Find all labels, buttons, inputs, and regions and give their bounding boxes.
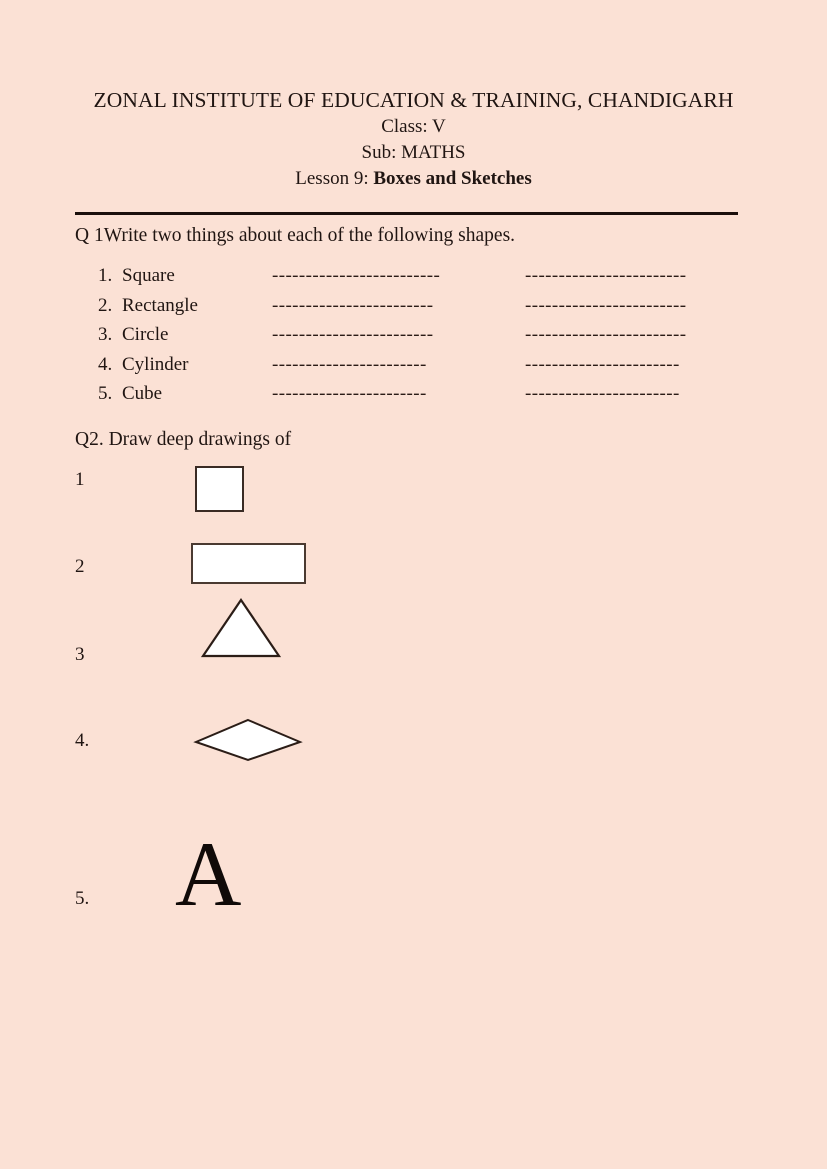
lesson-name: Boxes and Sketches (373, 168, 532, 189)
shape-row (98, 354, 788, 384)
letter-a-shape: A (175, 823, 242, 925)
draw-item-number-5: 5. (75, 888, 90, 909)
school-title: ZONAL INSTITUTE OF EDUCATION & TRAINING, CHANDIGARH (93, 88, 734, 112)
shape-row (98, 324, 788, 354)
answer-blank[interactable]: ----------------------- (272, 353, 427, 375)
document-header (0, 86, 827, 192)
rhombus-shape (192, 716, 304, 764)
header-divider (75, 212, 738, 215)
lesson-prefix: Lesson 9: (295, 168, 374, 189)
shape-name: Circle (122, 324, 169, 346)
shape-number: 1. (98, 265, 113, 286)
question-2-title: Q2. Draw deep drawings of (75, 429, 292, 450)
square-shape (195, 466, 244, 512)
answer-blank[interactable]: ------------------------- (272, 265, 441, 286)
answer-blank[interactable]: ----------------------- (272, 383, 427, 405)
answer-blank[interactable]: ------------------------ (525, 294, 687, 316)
rectangle-shape (191, 543, 306, 584)
answer-blank[interactable]: ------------------------ (272, 324, 434, 346)
shape-number: 4. (98, 353, 113, 375)
shape-name: Square (122, 265, 175, 286)
draw-item-number-1: 1 (75, 469, 85, 490)
shape-row (98, 265, 788, 295)
draw-item-number-2: 2 (75, 556, 85, 577)
shape-name: Rectangle (122, 294, 198, 316)
answer-blank[interactable]: ----------------------- (525, 383, 680, 405)
shape-number: 2. (98, 294, 113, 316)
class-line: Class: V (381, 116, 446, 137)
question-1-title: Q 1Write two things about each of the following shapes. (75, 225, 516, 246)
draw-item-number-4: 4. (75, 730, 90, 751)
answer-blank[interactable]: ----------------------- (525, 353, 680, 375)
subject-line: Sub: MATHS (361, 142, 466, 163)
triangle-shape (200, 597, 282, 659)
shape-name: Cube (122, 383, 163, 405)
shape-row (98, 295, 788, 325)
lesson-line (0, 166, 827, 192)
answer-blank[interactable]: ------------------------ (272, 294, 434, 316)
shape-number: 3. (98, 324, 113, 346)
answer-blank[interactable]: ------------------------ (525, 324, 687, 346)
shape-number: 5. (98, 383, 113, 405)
answer-blank[interactable]: ------------------------ (525, 265, 687, 286)
draw-item-number-3: 3 (75, 644, 85, 665)
shape-row (98, 383, 788, 413)
question-1-shape-list (98, 265, 788, 413)
shape-name: Cylinder (122, 353, 189, 375)
